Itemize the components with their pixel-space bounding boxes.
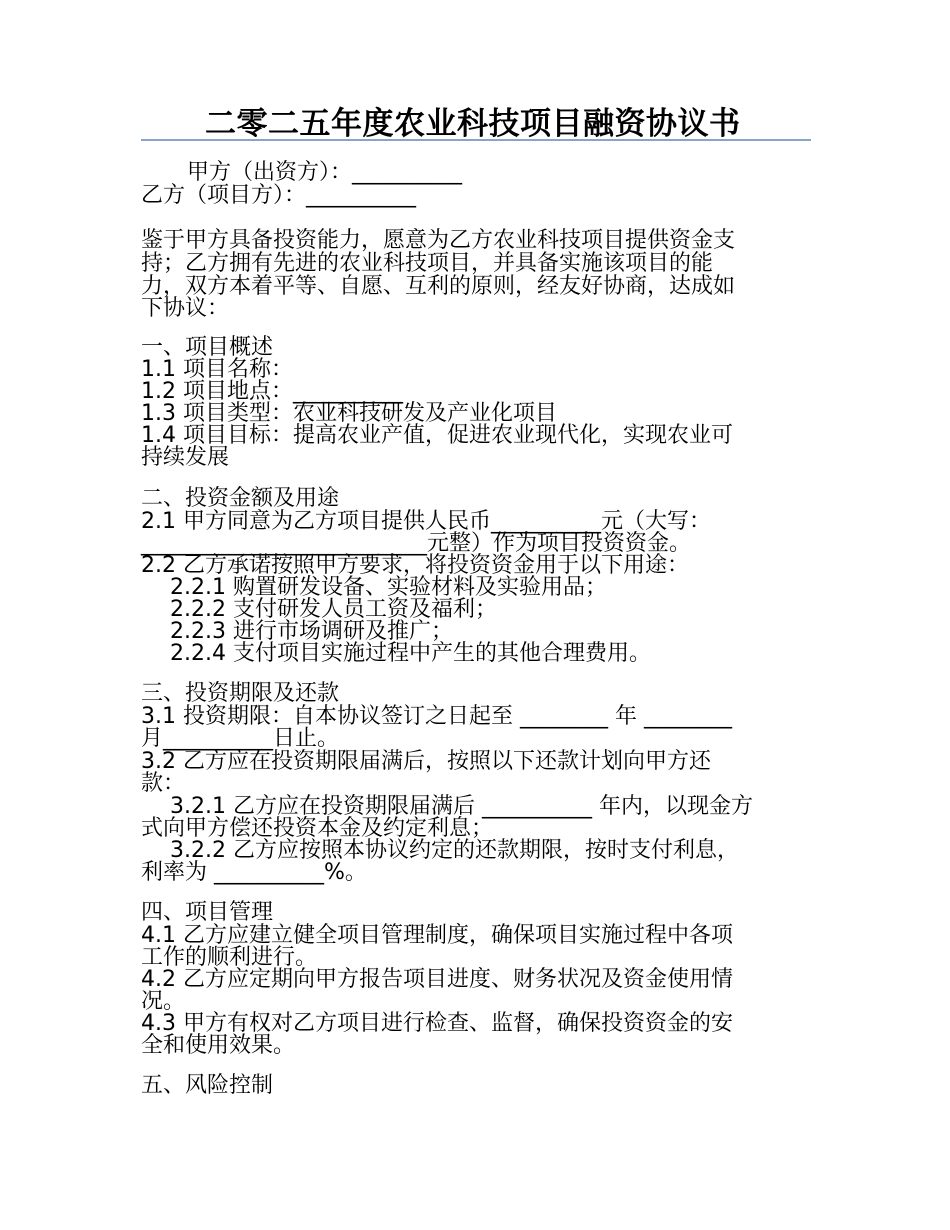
sub-clause-line: 3.2.1 乙方应在投资期限届满后 __________ 年内，以现金方	[170, 794, 753, 819]
section-heading-4: 四、项目管理	[141, 900, 274, 925]
sub-clause-line: 3.2.2 乙方应按照本协议约定的还款期限，按时支付利息，	[170, 838, 739, 863]
party-a-line: 甲方（出资方）：__________	[187, 160, 463, 185]
clause-line: __________________________元整）作为项目投资资金。	[141, 531, 692, 556]
section-heading-1: 一、项目概述	[141, 335, 274, 360]
clause-line: 月__________日止。	[141, 726, 340, 751]
clause-line: 1.1 项目名称：	[141, 357, 293, 382]
sub-clause-line: 利率为 __________%。	[141, 860, 367, 885]
sub-clause-line: 式向甲方偿还投资本金及约定利息；	[141, 816, 494, 841]
clause-line: 1.3 项目类型：农业科技研发及产业化项目	[141, 401, 557, 426]
clause-line: 3.1 投资期限：自本协议签订之日起至 ________ 年 ________	[141, 704, 732, 729]
clause-line: 工作的顺利进行。	[141, 945, 318, 970]
document-title: 二零二五年度农业科技项目融资协议书	[205, 106, 741, 142]
title-underline	[141, 139, 811, 141]
preamble-line: 力，双方本着平等、自愿、互利的原则，经友好协商，达成如	[141, 274, 736, 299]
sub-clause-line: 2.2.1 购置研发设备、实验材料及实验用品；	[170, 575, 607, 600]
clause-line: 1.4 项目目标：提高农业产值，促进农业现代化，实现农业可	[141, 423, 733, 448]
clause-line: 4.2 乙方应定期向甲方报告项目进度、财务状况及资金使用情	[141, 967, 733, 992]
preamble-line: 下协议：	[141, 296, 230, 321]
clause-line: 3.2 乙方应在投资期限届满后，按照以下还款计划向甲方还	[141, 749, 711, 774]
party-b-line: 乙方（项目方）：__________	[141, 183, 417, 208]
preamble-line: 鉴于甲方具备投资能力，愿意为乙方农业科技项目提供资金支	[141, 228, 736, 253]
clause-line: 款：	[141, 771, 186, 796]
sub-clause-line: 2.2.2 支付研发人员工资及福利；	[170, 597, 497, 622]
sub-clause-line: 2.2.3 进行市场调研及推广；	[170, 619, 453, 644]
clause-line: 1.2 项目地点：__________	[141, 379, 403, 404]
clause-line: 4.1 乙方应建立健全项目管理制度，确保项目实施过程中各项	[141, 923, 733, 948]
clause-line: 持续发展	[141, 445, 230, 470]
clause-line: 2.2 乙方承诺按照甲方要求，将投资资金用于以下用途：	[141, 553, 689, 578]
section-heading-2: 二、投资金额及用途	[141, 486, 340, 511]
clause-line: 全和使用效果。	[141, 1033, 296, 1058]
section-heading-5: 五、风险控制	[141, 1073, 274, 1098]
clause-line: 况。	[141, 989, 186, 1014]
clause-line: 4.3 甲方有权对乙方项目进行检查、监督，确保投资资金的安	[141, 1011, 733, 1036]
clause-line: 2.1 甲方同意为乙方项目提供人民币__________元（大写：	[141, 509, 711, 534]
section-heading-3: 三、投资期限及还款	[141, 681, 340, 706]
preamble-line: 持；乙方拥有先进的农业科技项目，并具备实施该项目的能	[141, 251, 714, 276]
sub-clause-line: 2.2.4 支付项目实施过程中产生的其他合理费用。	[170, 641, 651, 666]
